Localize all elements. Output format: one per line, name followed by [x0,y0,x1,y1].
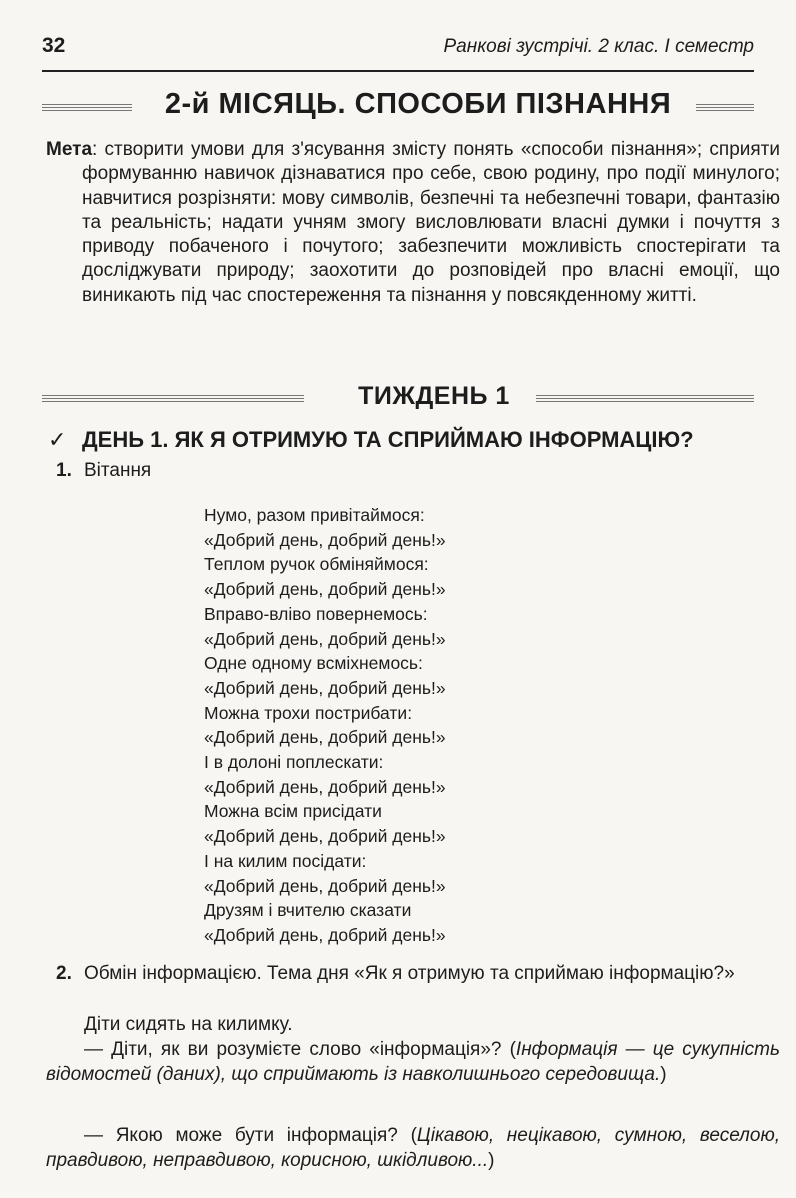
page-header [42,34,754,72]
poem-line: «Добрий день, добрий день!» [204,776,446,797]
item-greeting [56,460,151,482]
item-info-exchange [56,962,780,987]
title-decoration-right [696,104,754,113]
poem-line: «Добрий день, добрий день!» [204,875,446,896]
running-title: Ранкові зустрічі. 2 клас. І семестр [443,36,754,57]
goal-paragraph [46,138,780,308]
greeting-poem [204,503,446,948]
instruction-text: Діти сидять на килимку. [84,1014,293,1035]
poem-line: «Добрий день, добрий день!» [204,826,446,847]
week-decoration-right [536,395,754,404]
poem-line: «Добрий день, добрий день!» [204,727,446,748]
checkmark-icon: ✓ [48,427,67,452]
page-number: 32 [42,34,66,57]
poem-line: «Добрий день, добрий день!» [204,628,446,649]
answer-text: Інформація — це сукупність відомостей (даних), що сприймають із навколишнього середовища. [46,1039,780,1085]
question-text: — Якою може бути інформація? ( [84,1125,417,1146]
question-text: — Діти, як ви розумієте слово «інформація»? ( [84,1039,516,1060]
poem-line: «Добрий день, добрий день!» [204,529,446,550]
month-title: 2-й МІСЯЦЬ. СПОСОБИ ПІЗНАННЯ [164,88,672,120]
answer-text: Цікавою, нецікавою, сумною, веселою, правдивою, неправдивою, корисною, шкідливою... [46,1125,781,1171]
month-title-row [42,88,754,128]
item-title: Вітання [84,460,152,481]
poem-line: Одне одному всміхнемось: [204,653,423,674]
week-title-row [42,382,754,416]
poem-line: «Добрий день, добрий день!» [204,677,446,698]
question-information-types [46,1124,780,1173]
goal-label: Мета [46,139,93,160]
item-number: 2. [56,963,72,984]
answer-close: ) [660,1063,667,1085]
poem-line: Вправо-вліво повернемось: [204,603,428,624]
answer-close: ) [488,1149,495,1171]
poem-line: «Добрий день, добрий день!» [204,924,446,945]
poem-line: Друзям і вчителю сказати [204,900,412,921]
goal-text: : створити умови для з'ясування змісту понять «способи пізнання»; сприяти формуванню навичок дізнаватися про себе, свою родину, про події минулого; навчитися розрізняти: мову символів, безпечні та небезпечні товари, фантазію та реальність; надати учням змогу висловлювати власні думки і почуття з приводу побаченого і почутого; забезпечити можливість спостерігати та досліджувати природу; заохотити до розповідей про власні емоції, що виникають під час спостереження та пізнання у повсякденному житті. [82,139,780,306]
question-information [46,1038,780,1087]
poem-line: Нумо, разом привітаймося: [204,505,425,525]
poem-line: Теплом ручок обміняймося: [204,554,429,575]
poem-line: «Добрий день, добрий день!» [204,579,446,600]
item-info-exchange-text: Обмін інформацією. Тема дня «Як я отримую та сприймаю інформацію?» [84,963,735,984]
poem-line: І на килим посідати: [204,850,367,871]
poem-line: Можна трохи пострибати: [204,702,413,723]
item-number: 1. [56,460,72,481]
title-decoration-left [42,104,132,113]
week-decoration-left [42,395,304,404]
day-title [48,427,694,453]
day-title-text: ДЕНЬ 1. ЯК Я ОТРИМУЮ ТА СПРИЙМАЮ ІНФОРМАЦІЮ? [82,427,694,452]
poem-line: І в долоні поплескати: [204,752,384,773]
poem-line: Можна всім присідати [204,801,382,822]
week-title: ТИЖДЕНЬ 1 [358,382,510,410]
